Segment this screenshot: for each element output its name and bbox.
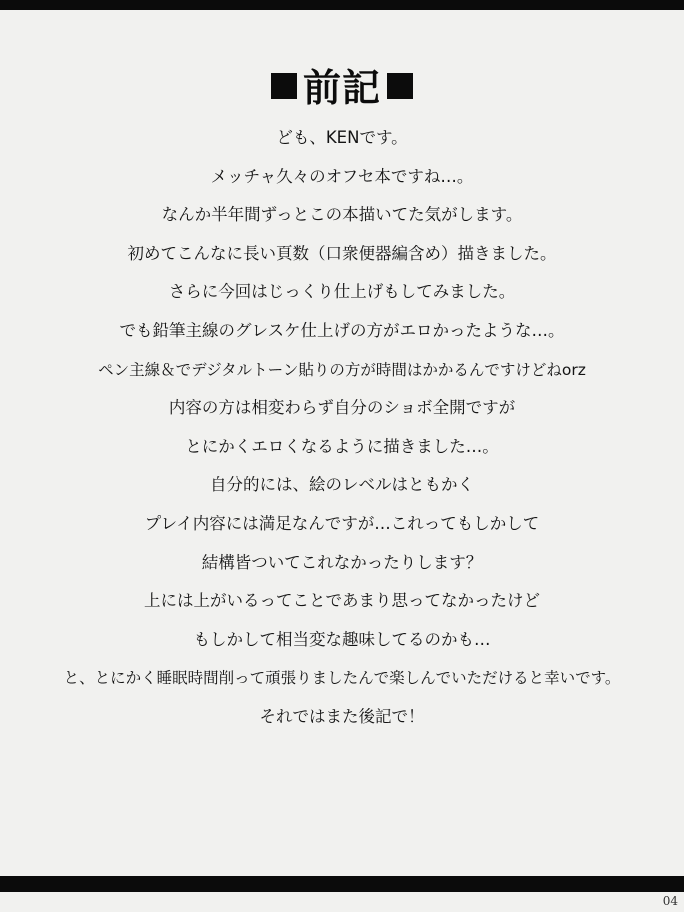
preface-line: メッチャ久々のオフセ本ですね…。: [210, 166, 474, 186]
preface-line: もしかして相当変な趣味してるのかも…: [193, 629, 491, 649]
preface-line: 自分的には、絵のレベルはともかく: [210, 475, 474, 495]
page-title: [0, 65, 684, 111]
preface-line: でも鉛筆主線のグレスケ仕上げの方がエロかったような…。: [119, 320, 565, 340]
preface-line: ペン主線＆でデジタルトーン貼りの方が時間はかかるんですけどねorz: [98, 360, 586, 379]
page-number: 04: [662, 894, 678, 908]
top-border-bar: [0, 0, 684, 10]
preface-line: 上には上がいるってことであまり思ってなかったけど: [144, 591, 540, 611]
square-bullet-left-icon: [271, 73, 297, 99]
preface-line: 結構皆ついてこれなかったりします？: [201, 552, 483, 572]
preface-line: 内容の方は相変わらず自分のショボ全開ですが: [168, 398, 516, 418]
preface-line: 初めてこんなに長い頁数（口衆便器編含め）描きました。: [127, 243, 557, 263]
square-bullet-right-icon: [387, 73, 413, 99]
bottom-border-bar: [0, 876, 684, 892]
preface-line: と、とにかく睡眠時間削って頑張りましたんで楽しんでいただけると幸いです。: [63, 669, 621, 688]
preface-line: プレイ内容には満足なんですが…これってもしかして: [144, 513, 540, 533]
page-title-text: 前記: [302, 65, 381, 111]
preface-body: [0, 119, 684, 737]
preface-line: さらに今回はじっくり仕上げもしてみました。: [168, 282, 516, 302]
preface-line: それではまた後記で！: [259, 706, 425, 726]
preface-line: とにかくエロくなるように描きました…。: [185, 436, 499, 456]
preface-line: なんか半年間ずっとこの本描いてた気がします。: [161, 205, 523, 225]
preface-line: ども、KENです。: [276, 128, 408, 147]
